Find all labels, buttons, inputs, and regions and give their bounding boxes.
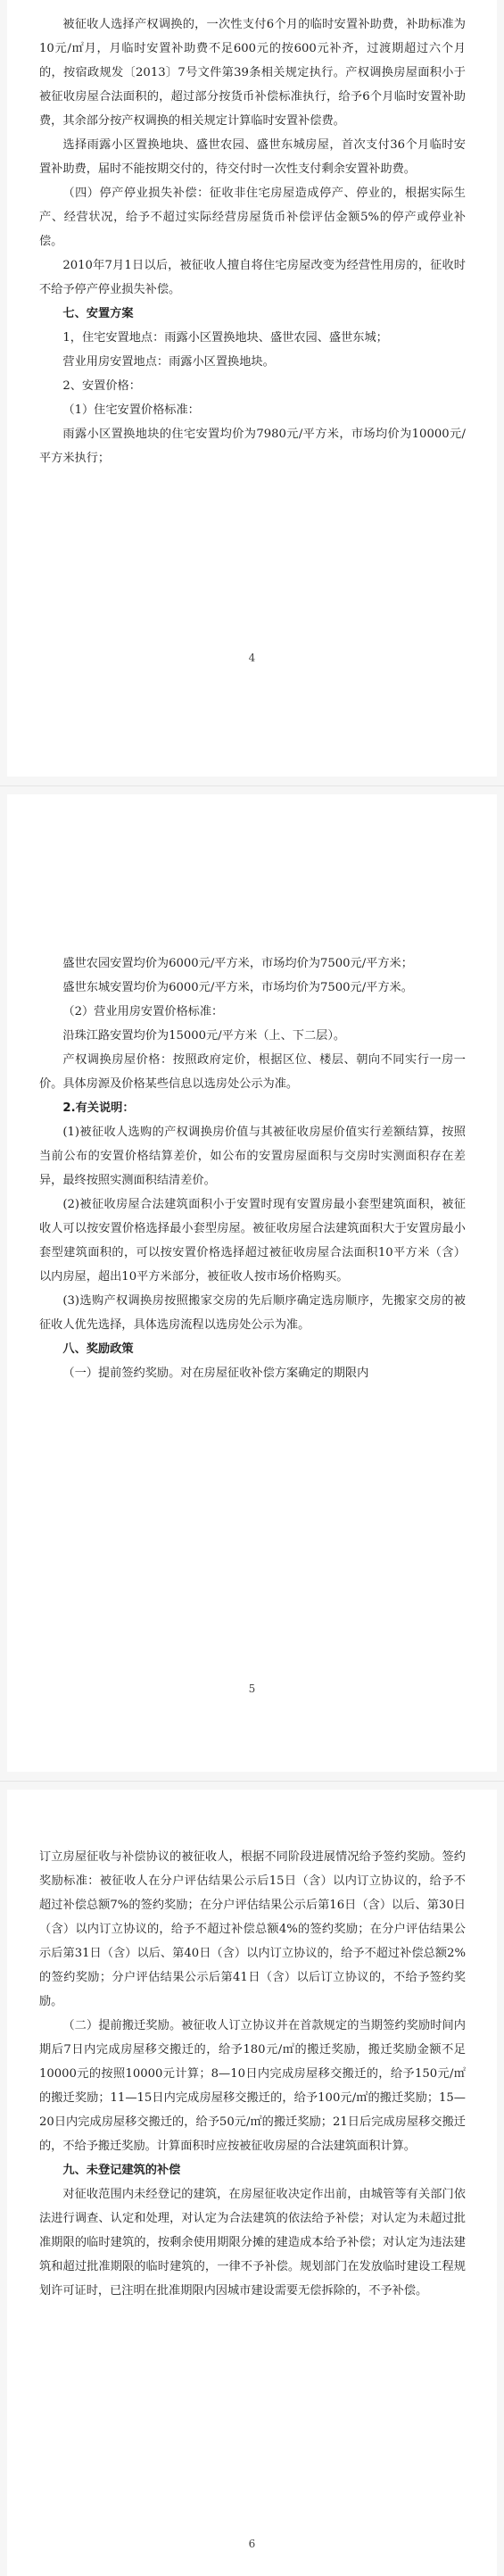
paragraph: 1，住宅安置地点：雨露小区置换地块、盛世农园、盛世东城； — [62, 331, 388, 345]
section-heading: 七、安置方案 — [62, 307, 134, 320]
paragraph: (2)被征收房屋合法建筑面积小于安置时现有安置房最小套型建筑面积，被征收人可以按安置价格选择最小套型房屋。被征收房屋合法建筑面积大于安置房最小套型建筑面积的，可以按安置价格选择超过被征收房屋合法面积10平方米（含）以内房屋，超出10平方米部分，被征收人按市场价格购买。 — [39, 1198, 466, 1284]
paragraph: 对征收范围内未经登记的建筑，在房屋征收决定作出前，由城管等有关部门依法进行调查、认定和处理，对认定为合法建筑的依法给予补偿；对认定为未超过批准期限的临时建筑的，按剩余使用期限分摊的建造成本给予补偿；对认定为违法建筑和超过批准期限的临时建筑的，一律不予补偿。规划部门在发放临时建设工程规划许可证时，已注明在批准期限内因城市建设需要无偿拆除的，不予补偿。 — [39, 2188, 466, 2298]
section-heading: 九、未登记建筑的补偿 — [62, 2164, 181, 2177]
paragraph: 沿珠江路安置均价为15000元/平方米（上、下二层）。 — [62, 1029, 346, 1043]
paragraph: 盛世农园安置均价为6000元/平方米，市场均价为7500元/平方米； — [62, 957, 413, 970]
paragraph: （二）提前搬迁奖励。被征收人订立协议并在首款规定的当期签约奖励时间内期后7日内完成房屋移交搬迁的，给予180元/㎡的搬迁奖励，搬迁奖励金额不足10000元的按照10000元计算；8—10日内完成房屋移交搬迁的，给予150元/㎡的搬迁奖励；11—15日内完成房屋移交搬迁的，给予100元/㎡的搬迁奖励；15—20日内完成房屋移交搬迁的，给予50元/㎡的搬迁奖励；21日后完成房屋移交搬迁的，不给予搬迁奖励。计算面积时应按被征收房屋的合法建筑面积计算。 — [39, 2019, 466, 2153]
paragraph: 营业用房安置地点：雨露小区置换地块。 — [62, 355, 275, 369]
paragraph: 2010年7月1日以后，被征收人擅自将住宅房屋改变为经营性用房的，征收时不给予停产停业损失补偿。 — [39, 259, 466, 296]
paragraph: 产权调换房屋价格：按照政府定价，根据区位、楼层、朝向不同实行一房一价。具体房源及价格某些信息以选房处公示为准。 — [39, 1053, 466, 1091]
document-page-6 — [7, 1790, 497, 2576]
paragraph: (1)被征收人选购的产权调换房价值与其被征收房屋价值实行差额结算，按照当前公布的安置价格结算差价，如公布的安置房屋面积与交房时实测面积存在差异，最终按照实测面积结清差价。 — [39, 1126, 466, 1187]
section-heading: 八、奖励政策 — [62, 1342, 134, 1356]
page-number: 4 — [248, 652, 256, 664]
page-number: 6 — [248, 2538, 256, 2550]
paragraph: 订立房屋征收与补偿协议的被征收人，根据不同阶段进展情况给予签约奖励。签约奖励标准：被征收人在分户评估结果公示后15日（含）以内订立协议的，给予不超过补偿总额7%的签约奖励；在分户评估结果公示后第16日（含）以后、第30日（含）以内订立协议的，给予不超过补偿总额4%的签约奖励；在分户评估结果公示后第31日（含）以后、第40日（含）以内订立协议的，给予不超过补偿总额2%的签约奖励；分户评估结果公示后第41日（含）以后订立协议的，不给予签约奖励。 — [39, 1850, 466, 2008]
paragraph: 雨露小区置换地块的住宅安置均价为7980元/平方米，市场均价为10000元/平方米执行； — [39, 428, 466, 465]
paragraph: 盛世东城安置均价为6000元/平方米，市场均价为7500元/平方米。 — [62, 981, 413, 994]
paragraph: （四）停产停业损失补偿：征收非住宅房屋造成停产、停业的，根据实际生产、经营状况，给予不超过实际经营房屋货币补偿评估金额5%的停产或停业补偿。 — [39, 187, 466, 248]
paragraph: 选择雨露小区置换地块、盛世农园、盛世东城房屋，首次支付36个月临时安置补助费，届时不能按期交付的，待交付时一次性支付剩余安置补助费。 — [39, 138, 466, 176]
page-6-content — [39, 1845, 466, 2303]
document-page-4 — [7, 0, 497, 777]
document-page-5 — [7, 794, 497, 1772]
page-5-content — [39, 951, 466, 1385]
paragraph: 被征收人选择产权调换的，一次性支付6个月的临时安置补助费，补助标准为10元/㎡月，月临时安置补助费不足600元的按600元补齐，过渡期超过六个月的，按宿政规发〔2013〕7号文件第39条相关规定执行。产权调换房屋面积小于被征收房屋合法面积的，超过部分按货币补偿标准执行，给予6个月临时安置补助费，其余部分按产权调换的相关规定计算临时安置补偿费。 — [39, 18, 466, 128]
paragraph: （一）提前签约奖励。对在房屋征收补偿方案确定的期限内 — [62, 1367, 369, 1380]
page-separator — [0, 1781, 504, 1782]
page-number: 5 — [248, 1683, 256, 1695]
paragraph: (3)选购产权调换房按照搬家交房的先后顺序确定选房顺序，先搬家交房的被征收人优先选择，具体选房流程以选房处公示为准。 — [39, 1294, 466, 1332]
paragraph: （2）营业用房安置价格标准： — [62, 1005, 224, 1018]
page-4-content — [39, 12, 466, 470]
paragraph: 2、安置价格： — [62, 379, 141, 393]
paragraph: （1）住宅安置价格标准： — [62, 403, 200, 417]
page-separator — [0, 785, 504, 786]
subsection-heading: 2.有关说明： — [62, 1101, 135, 1115]
